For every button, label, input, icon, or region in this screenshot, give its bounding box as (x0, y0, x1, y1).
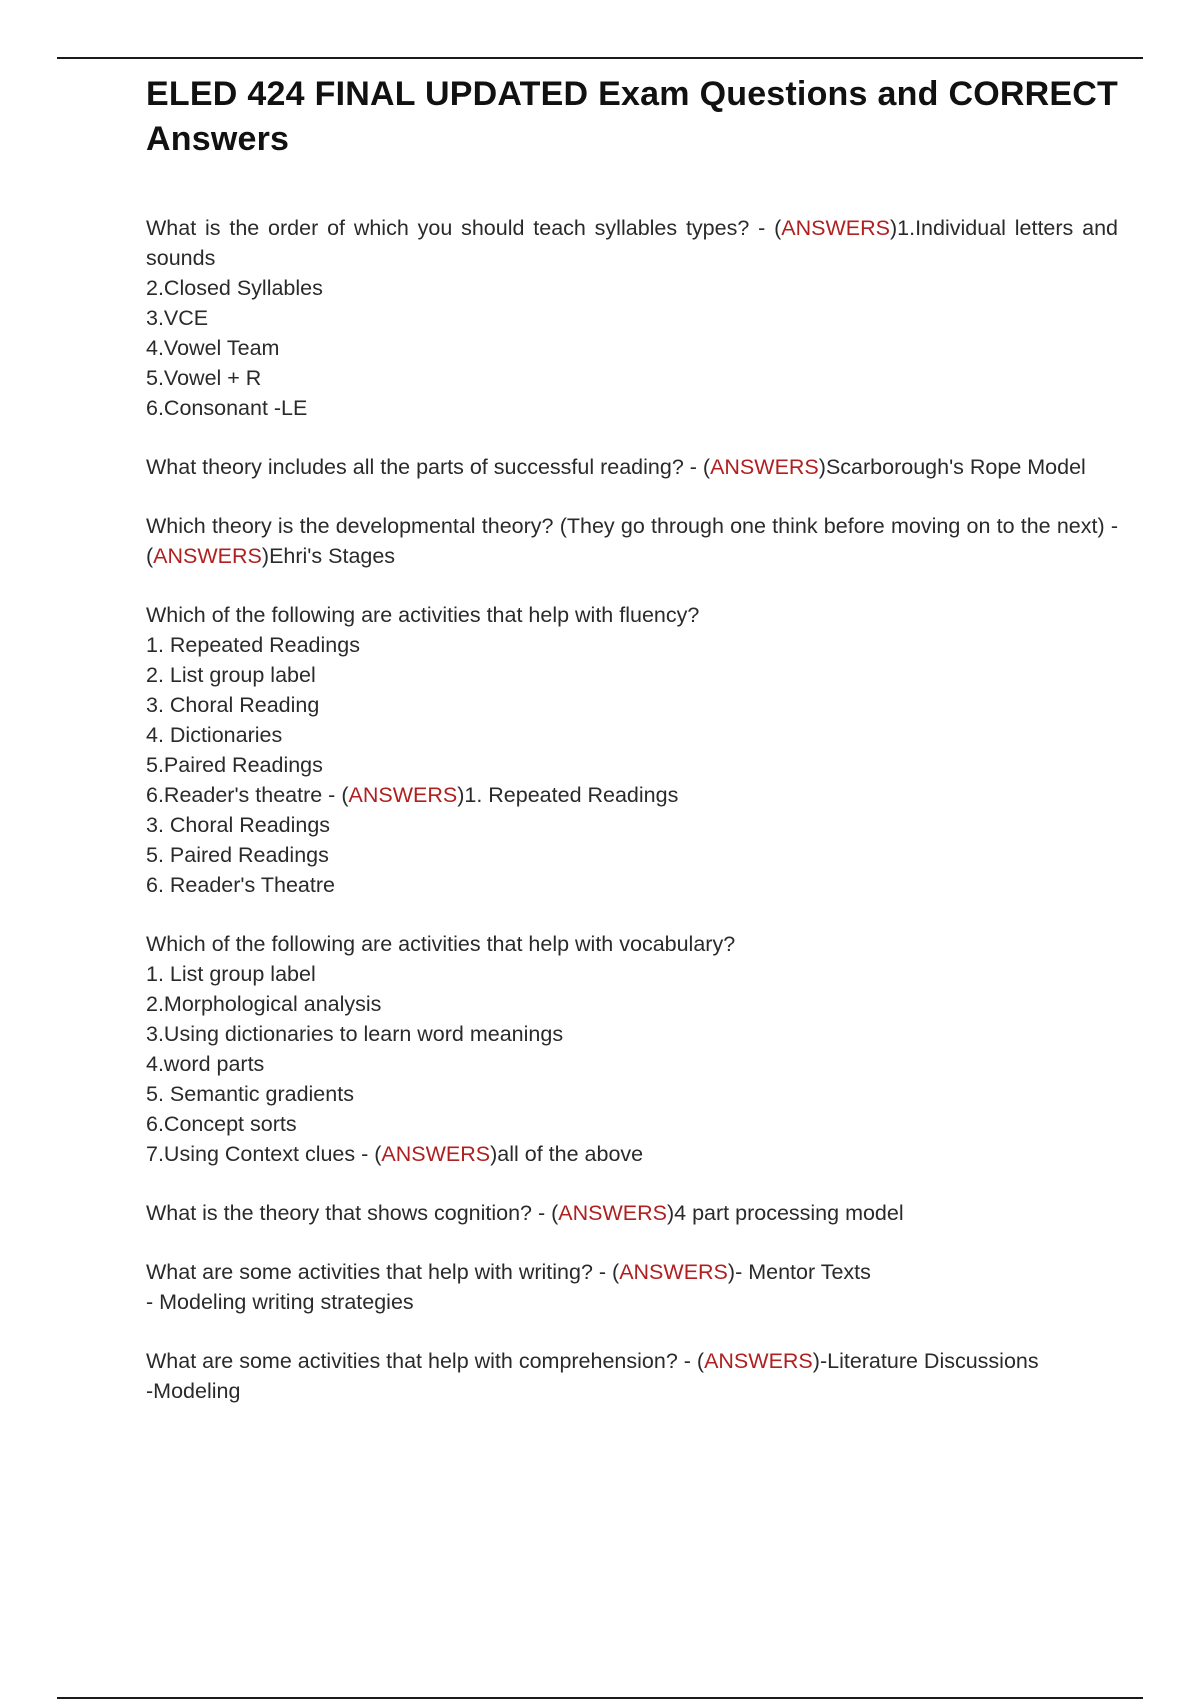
answers-marker: ANSWERS (781, 216, 890, 240)
option-line: 5. Semantic gradients (146, 1082, 354, 1106)
option-line: 6.Concept sorts (146, 1112, 297, 1136)
answer-text: Ehri's Stages (269, 544, 396, 568)
answer-line: 6.Consonant -LE (146, 396, 308, 420)
question-text: What are some activities that help with writing? - (ANSWERS)- Mentor Texts (146, 1260, 871, 1284)
answer-line: 3.VCE (146, 306, 209, 330)
qa-item-writing (146, 1257, 1118, 1317)
answers-marker: ANSWERS (153, 544, 262, 568)
option-line: 2. List group label (146, 663, 316, 687)
document-body (146, 72, 1118, 1406)
answer-line: 5. Paired Readings (146, 843, 329, 867)
answers-marker: ANSWERS (348, 783, 458, 807)
answer-line: - Modeling writing strategies (146, 1290, 414, 1314)
question-text: Which of the following are activities that help with vocabulary? (146, 932, 736, 956)
answer-text: 1.Individual letters and sounds (146, 216, 1118, 270)
option-line: 4. Dictionaries (146, 723, 283, 747)
answer-line: 3. Choral Readings (146, 813, 331, 837)
qa-item-fluency (146, 600, 1118, 900)
option-line-with-answer: 6.Reader's theatre - (ANSWERS)1. Repeated Readings (146, 783, 679, 807)
top-rule (57, 57, 1143, 59)
answer-text: 1. Repeated Readings (464, 783, 679, 807)
option-line: 5.Paired Readings (146, 753, 323, 777)
answer-line: 2.Closed Syllables (146, 276, 323, 300)
qa-item-comprehension (146, 1346, 1118, 1406)
option-line: 4.word parts (146, 1052, 265, 1076)
question-text: What is the order of which you should teach syllables types? - (ANSWERS)1.Individual letters and sounds (146, 216, 1118, 270)
answer-text: all of the above (497, 1142, 644, 1166)
bottom-rule (57, 1697, 1143, 1699)
answers-marker: ANSWERS (381, 1142, 491, 1166)
qa-item-reading-theory (146, 452, 1118, 482)
document-title: ELED 424 FINAL UPDATED Exam Questions and CORRECT Answers (146, 75, 1118, 158)
qa-item-vocabulary (146, 929, 1118, 1169)
answer-line: 6. Reader's Theatre (146, 873, 335, 897)
answer-text: Scarborough's Rope Model (825, 455, 1086, 479)
question-text: What are some activities that help with comprehension? - (ANSWERS)-Literature Discussions (146, 1349, 1039, 1373)
question-text: What is the theory that shows cognition? - (ANSWERS)4 part processing model (146, 1201, 904, 1225)
option-line: 1. List group label (146, 962, 316, 986)
answers-marker: ANSWERS (558, 1201, 667, 1225)
option-line: 3.Using dictionaries to learn word meanings (146, 1022, 564, 1046)
qa-item-syllable-order (146, 213, 1118, 423)
option-line: 1. Repeated Readings (146, 633, 360, 657)
answers-marker: ANSWERS (704, 1349, 813, 1373)
qa-item-developmental-theory (146, 511, 1118, 571)
question-text: Which of the following are activities that help with fluency? (146, 603, 700, 627)
question-text: What theory includes all the parts of successful reading? - (ANSWERS)Scarborough's Rope Model (146, 455, 1086, 479)
answers-marker: ANSWERS (619, 1260, 728, 1284)
answer-text: 4 part processing model (674, 1201, 904, 1225)
answer-line: -Modeling (146, 1379, 241, 1403)
option-line-with-answer: 7.Using Context clues - (ANSWERS)all of the above (146, 1142, 644, 1166)
answer-line: 5.Vowel + R (146, 366, 262, 390)
answer-line: 4.Vowel Team (146, 336, 280, 360)
option-line: 3. Choral Reading (146, 693, 320, 717)
option-line: 2.Morphological analysis (146, 992, 382, 1016)
answer-text: - Mentor Texts (735, 1260, 871, 1284)
question-text: Which theory is the developmental theory? (They go through one think before moving on to the next) - (ANSWERS)Ehri's Stages (146, 514, 1118, 568)
answer-text: -Literature Discussions (819, 1349, 1039, 1373)
qa-item-cognition-theory (146, 1198, 1118, 1228)
answers-marker: ANSWERS (710, 455, 819, 479)
